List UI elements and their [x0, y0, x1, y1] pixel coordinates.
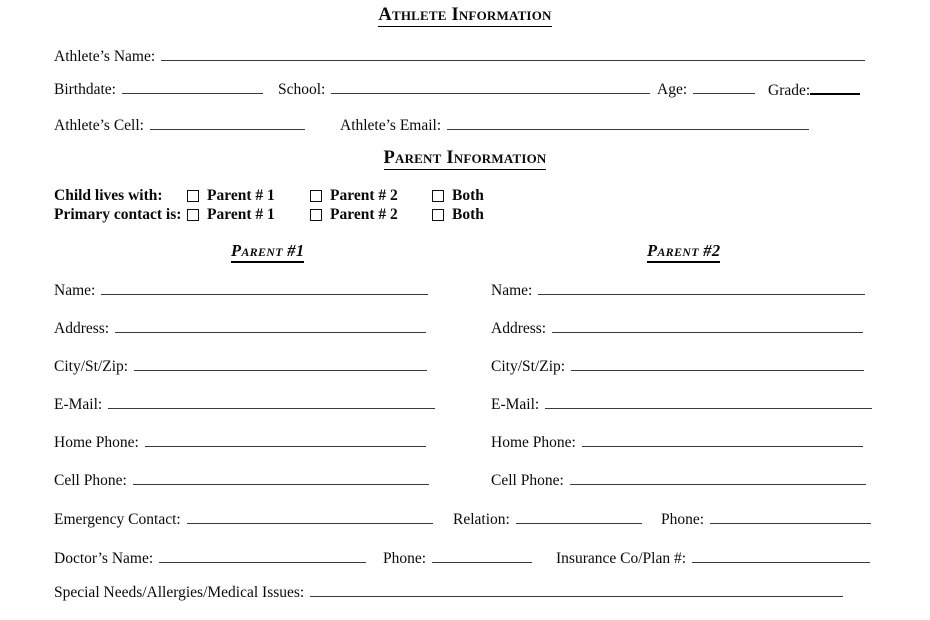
parent1-address-row — [54, 319, 426, 337]
parent2-heading-text: Parent #2 — [647, 241, 720, 263]
insurance-label: Insurance Co/Plan #: — [556, 550, 687, 567]
athlete-information-heading — [0, 5, 930, 27]
grade-input[interactable] — [810, 80, 860, 95]
special-needs-row — [54, 583, 843, 601]
child-lives-with-option-parent2[interactable] — [310, 187, 398, 205]
parent2-email-row — [491, 395, 872, 413]
age-input[interactable] — [693, 80, 755, 94]
athlete-information-heading-text: Athlete Information — [378, 5, 552, 25]
athlete-email-row — [340, 116, 809, 134]
parent2-homephone-row — [491, 433, 863, 451]
primary-contact-option-both-label: Both — [452, 206, 484, 223]
parent1-name-label: Name: — [54, 282, 96, 299]
parent1-name-input[interactable] — [101, 281, 428, 295]
parent2-address-input[interactable] — [552, 319, 863, 333]
athlete-cell-row — [54, 116, 305, 134]
parent2-cellphone-label: Cell Phone: — [491, 472, 564, 489]
emergency-contact-input[interactable] — [187, 510, 433, 524]
emergency-contact-label: Emergency Contact: — [54, 511, 181, 528]
parent2-email-input[interactable] — [545, 395, 872, 409]
parent1-email-row — [54, 395, 435, 413]
parent1-name-row — [54, 281, 428, 299]
parent1-cellphone-label: Cell Phone: — [54, 472, 127, 489]
parent2-citystzip-label: City/St/Zip: — [491, 358, 566, 375]
parent1-heading-text: Parent #1 — [231, 241, 304, 263]
doctor-phone-row — [383, 549, 532, 567]
parent1-homephone-row — [54, 433, 426, 451]
parent1-address-input[interactable] — [115, 319, 426, 333]
primary-contact-option-parent1[interactable] — [187, 206, 275, 224]
insurance-input[interactable] — [692, 549, 870, 563]
parent2-heading — [647, 241, 720, 263]
primary-contact-row — [54, 206, 484, 224]
school-row — [278, 80, 650, 98]
parent-information-heading — [0, 148, 930, 170]
parent2-address-label: Address: — [491, 320, 547, 337]
doctor-phone-label: Phone: — [383, 550, 427, 567]
child-lives-with-row — [54, 187, 484, 205]
child-lives-with-option-parent1-label: Parent # 1 — [207, 187, 275, 204]
parent1-homephone-input[interactable] — [145, 433, 426, 447]
checkbox-icon[interactable] — [187, 190, 199, 202]
child-lives-with-option-both[interactable] — [432, 187, 484, 205]
parent2-name-label: Name: — [491, 282, 533, 299]
emergency-relation-label: Relation: — [453, 511, 510, 528]
parent2-cellphone-input[interactable] — [570, 471, 866, 485]
parent1-cellphone-row — [54, 471, 429, 489]
parent2-name-row — [491, 281, 865, 299]
emergency-phone-input[interactable] — [710, 510, 871, 524]
primary-contact-option-parent2-label: Parent # 2 — [330, 206, 398, 223]
parent2-homephone-input[interactable] — [582, 433, 863, 447]
primary-contact-option-parent1-label: Parent # 1 — [207, 206, 275, 223]
parent1-homephone-label: Home Phone: — [54, 434, 139, 451]
checkbox-icon[interactable] — [432, 190, 444, 202]
child-lives-with-label: Child lives with: — [54, 187, 163, 204]
parent2-citystzip-input[interactable] — [571, 357, 864, 371]
parent1-citystzip-input[interactable] — [134, 357, 427, 371]
checkbox-icon[interactable] — [310, 190, 322, 202]
checkbox-icon[interactable] — [432, 209, 444, 221]
emergency-phone-label: Phone: — [661, 511, 705, 528]
athlete-name-row — [54, 47, 865, 65]
emergency-relation-row — [453, 510, 642, 528]
birthdate-label: Birthdate: — [54, 81, 116, 98]
parent1-address-label: Address: — [54, 320, 110, 337]
doctor-name-row — [54, 549, 366, 567]
doctor-name-label: Doctor’s Name: — [54, 550, 154, 567]
athlete-name-label: Athlete’s Name: — [54, 48, 156, 65]
parent2-name-input[interactable] — [538, 281, 865, 295]
parent1-email-input[interactable] — [108, 395, 435, 409]
parent1-heading — [231, 241, 304, 263]
child-lives-with-option-parent2-label: Parent # 2 — [330, 187, 398, 204]
parent-information-heading-text: Parent Information — [383, 148, 547, 168]
checkbox-icon[interactable] — [310, 209, 322, 221]
age-label: Age: — [657, 81, 688, 98]
doctor-phone-input[interactable] — [432, 549, 532, 563]
parent1-email-label: E-Mail: — [54, 396, 103, 413]
doctor-name-input[interactable] — [159, 549, 366, 563]
birthdate-row — [54, 80, 263, 98]
parent1-citystzip-row — [54, 357, 427, 375]
parent1-cellphone-input[interactable] — [133, 471, 429, 485]
primary-contact-label: Primary contact is: — [54, 206, 182, 223]
athlete-name-input[interactable] — [161, 47, 865, 61]
special-needs-input[interactable] — [310, 583, 843, 597]
parent1-citystzip-label: City/St/Zip: — [54, 358, 129, 375]
parent2-citystzip-row — [491, 357, 864, 375]
primary-contact-option-parent2[interactable] — [310, 206, 398, 224]
primary-contact-option-both[interactable] — [432, 206, 484, 224]
emergency-phone-row — [661, 510, 871, 528]
child-lives-with-option-both-label: Both — [452, 187, 484, 204]
parent2-email-label: E-Mail: — [491, 396, 540, 413]
school-input[interactable] — [331, 80, 650, 94]
age-row — [657, 80, 755, 98]
grade-label: Grade: — [768, 82, 811, 99]
parent2-address-row — [491, 319, 863, 337]
birthdate-input[interactable] — [122, 80, 263, 94]
athlete-cell-input[interactable] — [150, 116, 305, 130]
athlete-email-input[interactable] — [447, 116, 809, 130]
checkbox-icon[interactable] — [187, 209, 199, 221]
parent2-homephone-label: Home Phone: — [491, 434, 576, 451]
insurance-row — [556, 549, 870, 567]
special-needs-label: Special Needs/Allergies/Medical Issues: — [54, 584, 305, 601]
emergency-relation-input[interactable] — [516, 510, 642, 524]
athlete-email-label: Athlete’s Email: — [340, 117, 442, 134]
child-lives-with-option-parent1[interactable] — [187, 187, 275, 205]
emergency-contact-row — [54, 510, 433, 528]
grade-row — [768, 80, 860, 99]
athlete-cell-label: Athlete’s Cell: — [54, 117, 144, 134]
parent2-cellphone-row — [491, 471, 866, 489]
school-label: School: — [278, 81, 326, 98]
